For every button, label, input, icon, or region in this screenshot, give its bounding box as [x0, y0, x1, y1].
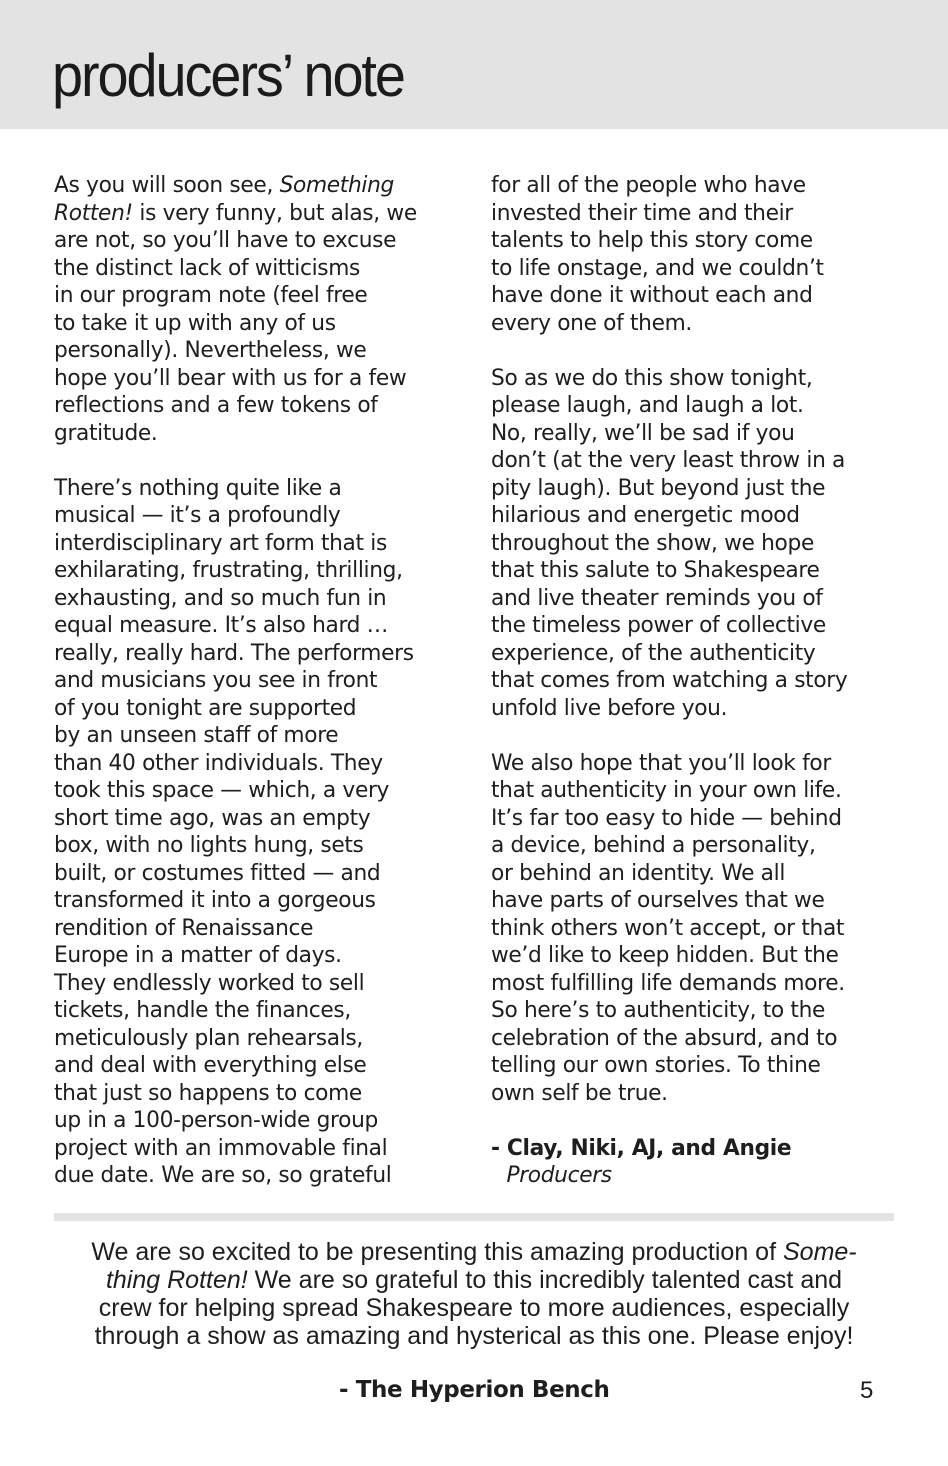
text-line: to life onstage, and we couldn’t — [491, 254, 824, 281]
text-line: transformed it into a gorgeous — [54, 887, 376, 913]
italic-title: Rotten! — [54, 199, 133, 226]
text-line: thing Rotten! We are so grateful to this incredibly talented cast and — [105, 1266, 843, 1294]
text-line: have done it without each and — [491, 282, 813, 308]
text-line: hilarious and energetic mood — [491, 502, 800, 528]
text-line: short time ago, was an empty — [54, 804, 371, 831]
text-line: exhilarating, frustrating, thrilling, — [54, 557, 403, 583]
text-line: experience, of the authenticity — [491, 639, 816, 666]
text-line: We are so excited to be presenting this amazing production of Some- — [91, 1238, 857, 1266]
text-line: have parts of ourselves that we — [491, 887, 825, 913]
text-line: We also hope that you’ll look for — [491, 749, 831, 776]
text-line: by an unseen staff of more — [54, 722, 339, 748]
text-line: we’d like to keep hidden. But the — [491, 942, 839, 968]
text-line: exhausting, and so much fun in — [54, 584, 387, 611]
text-line: invested their time and their — [491, 199, 793, 226]
text-line: and deal with everything else — [54, 1052, 367, 1078]
text-line: personally). Nevertheless, we — [54, 337, 367, 363]
text-line: So here’s to authenticity, to the — [491, 997, 826, 1023]
text-line: They endlessly worked to sell — [54, 969, 365, 996]
text-line: that this salute to Shakespeare — [491, 557, 820, 583]
hyperion-bench-signature: - The Hyperion Bench — [339, 1377, 610, 1403]
text-line: musical — it’s a profoundly — [54, 502, 341, 528]
page-title: producers’ note — [52, 42, 404, 109]
text-line: throughout the show, we hope — [491, 529, 814, 556]
text-line: the distinct lack of witticisms — [54, 254, 361, 281]
text-line: Europe in a matter of days. — [54, 942, 342, 968]
text-line: for all of the people who have — [491, 172, 806, 198]
text-line: tickets, handle the finances, — [54, 997, 351, 1023]
producers-signature — [491, 1135, 887, 1190]
text-line: the timeless power of collective — [491, 612, 826, 638]
text-line: up in a 100-person-wide group — [54, 1107, 378, 1133]
right-column — [491, 172, 901, 1190]
text-line: equal measure. It’s also hard … — [54, 612, 389, 638]
text-line: unfold live before you. — [491, 694, 728, 721]
text-line: No, really, we’ll be sad if you — [491, 419, 795, 446]
text-line: that authenticity in your own life. — [491, 777, 842, 803]
text-line: It’s far too easy to hide — behind — [491, 804, 842, 831]
section-divider — [54, 1213, 894, 1221]
text-line: built, or costumes fitted — and — [54, 859, 381, 886]
italic-title: Some- — [782, 1238, 857, 1266]
text-line: As you will soon see, Something — [54, 172, 394, 198]
text-line: or behind an identity. We all — [491, 859, 786, 886]
text-line: reflections and a few tokens of — [54, 392, 378, 418]
text-line: There’s nothing quite like a — [54, 474, 342, 501]
text-line: celebration of the absurd, and to — [491, 1024, 838, 1051]
paragraph-musical — [54, 475, 445, 1190]
text-line: hope you’ll bear with us for a few — [54, 364, 407, 391]
page-number: 5 — [860, 1377, 874, 1404]
text-line: every one of them. — [491, 309, 692, 336]
text-line: talents to help this story come — [491, 227, 813, 253]
text-line: crew for helping spread Shakespeare to more audiences, especially — [98, 1294, 850, 1322]
header-band — [0, 0, 948, 129]
text-line: think others won’t accept, or that — [491, 914, 845, 941]
text-line: telling our own stories. To thine — [491, 1052, 821, 1078]
text-line: are not, so you’ll have to excuse — [54, 227, 397, 253]
text-line: pity laugh). But beyond just the — [491, 474, 826, 501]
text-line: and musicians you see in front — [54, 667, 378, 693]
text-line: through a show as amazing and hysterical as this one. Please enjoy! — [94, 1322, 854, 1350]
text-line: in our program note (feel free — [54, 282, 368, 308]
text-line: that just so happens to come — [54, 1079, 362, 1106]
producers-names: - Clay, Niki, AJ, and Angie — [491, 1134, 792, 1161]
text-line: So as we do this show tonight, — [491, 364, 813, 391]
text-line: interdisciplinary art form that is — [54, 529, 387, 556]
text-line: to take it up with any of us — [54, 309, 336, 336]
text-line: own self be true. — [491, 1079, 668, 1106]
text-line: project with an immovable final — [54, 1134, 388, 1161]
text-line: took this space — which, a very — [54, 777, 390, 803]
text-line: due date. We are so, so grateful — [54, 1162, 392, 1188]
text-line: box, with no lights hung, sets — [54, 832, 364, 858]
paragraph-gratitude — [491, 172, 887, 337]
paragraph-authenticity — [491, 750, 887, 1108]
text-line: than 40 other individuals. They — [54, 749, 383, 776]
paragraph-intro — [54, 172, 445, 447]
text-line: meticulously plan rehearsals, — [54, 1024, 363, 1051]
producers-role: Producers — [506, 1162, 612, 1188]
italic-title: Something — [279, 172, 394, 198]
text-line: rendition of Renaissance — [54, 914, 314, 941]
paragraph-laugh — [491, 365, 887, 723]
text-line: a device, behind a personality, — [491, 832, 816, 858]
text-line: please laugh, and laugh a lot. — [491, 392, 804, 418]
text-line: and live theater reminds you of — [491, 584, 823, 611]
left-column — [54, 172, 459, 1217]
italic-title: thing Rotten! — [105, 1266, 248, 1294]
text-line: Rotten! is very funny, but alas, we — [54, 199, 417, 226]
text-line: gratitude. — [54, 419, 158, 446]
text-line: of you tonight are supported — [54, 694, 357, 721]
text-line: don’t (at the very least throw in a — [491, 447, 846, 473]
text-line: that comes from watching a story — [491, 667, 848, 693]
text-line: really, really hard. The performers — [54, 639, 414, 666]
text-line: most fulfilling life demands more. — [491, 969, 845, 996]
hyperion-bench-note — [54, 1238, 894, 1350]
